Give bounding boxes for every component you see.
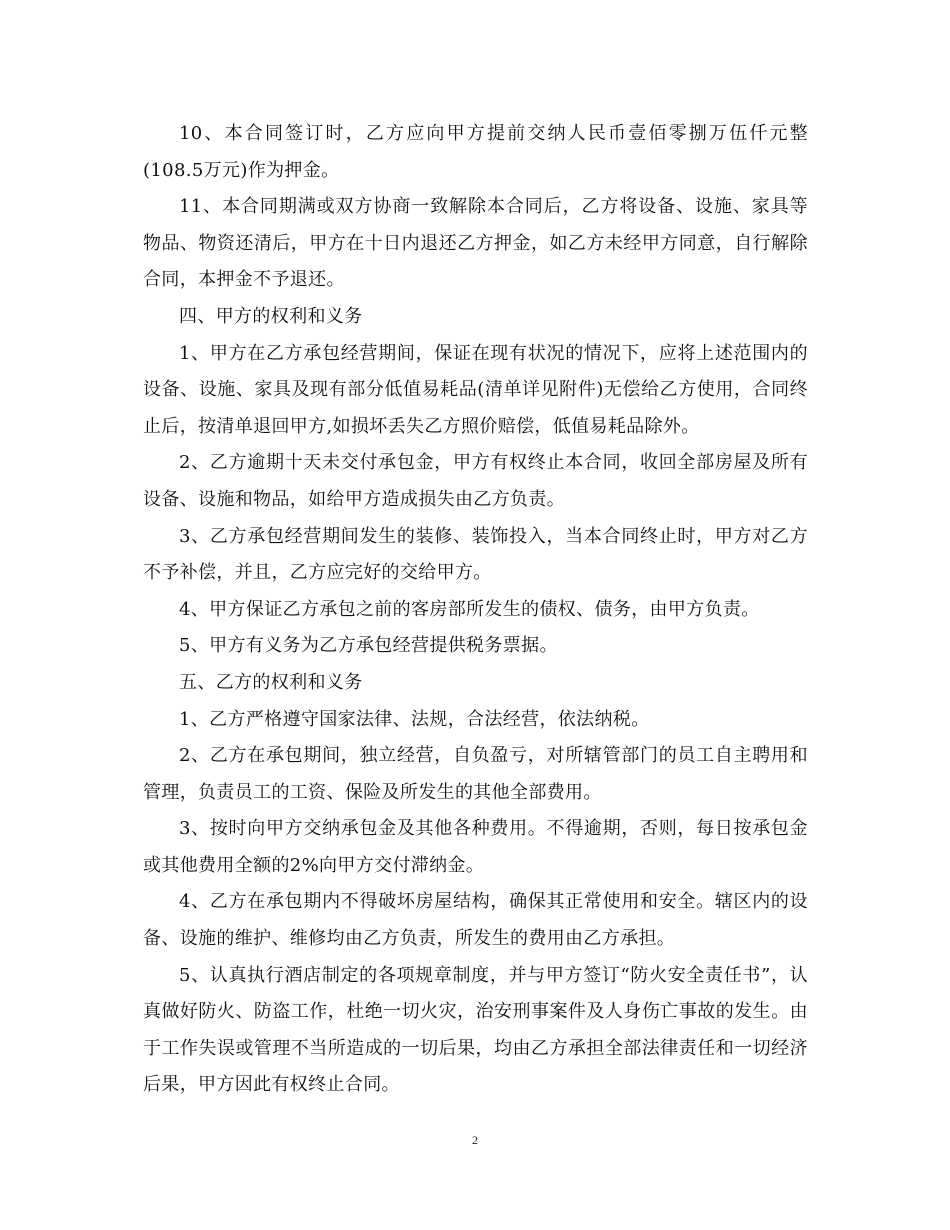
section-heading-party-b: 五、乙方的权利和义务 (179, 671, 363, 693)
paragraph-deposit-amount: 10、本合同签订时，乙方应向甲方提前交纳人民币壹佰零捌万伍仟元整(108.5万元)作为押金。 (143, 123, 808, 181)
paragraph-party-b-item-1: 1、乙方严格遵守国家法律、法规，合法经营，依法纳税。 (179, 708, 650, 730)
paragraph-party-a-item-1: 1、甲方在乙方承包经营期间，保证在现有状况的情况下，应将上述范围内的设备、设施、家具及现有部分低值易耗品(清单详见附件)无偿给乙方使用，合同终止后，按清单退回甲方,如损坏丢失乙方照价赔偿，低值易耗品除外。 (143, 342, 808, 437)
paragraph-party-a-item-3: 3、乙方承包经营期间发生的装修、装饰投入，当本合同终止时，甲方对乙方不予补偿，并且，乙方应完好的交给甲方。 (143, 525, 808, 584)
paragraph-deposit-refund: 11、本合同期满或双方协商一致解除本合同后，乙方将设备、设施、家具等物品、物资还清后，甲方在十日内退还乙方押金，如乙方未经甲方同意，自行解除合同，本押金不予退还。 (143, 196, 808, 291)
paragraph-party-b-item-4: 4、乙方在承包期内不得破坏房屋结构，确保其正常使用和安全。辖区内的设备、设施的维护、维修均由乙方负责，所发生的费用由乙方承担。 (143, 891, 808, 950)
paragraph-party-a-item-4: 4、甲方保证乙方承包之前的客房部所发生的债权、债务，由甲方负责。 (179, 598, 760, 620)
paragraph-party-b-item-5: 5、认真执行酒店制定的各项规章制度，并与甲方签订“防火安全责任书”，认真做好防火、防盗工作，杜绝一切火灾，治安刑事案件及人身伤亡事故的发生。由于工作失误或管理不当所造成的一切后果，均由乙方承担全部法律责任和一切经济后果，甲方因此有权终止合同。 (143, 964, 808, 1096)
page-number: 2 (472, 1133, 478, 1147)
paragraph-party-b-item-2: 2、乙方在承包期间，独立经营，自负盈亏，对所辖管部门的员工自主聘用和管理，负责员工的工资、保险及所发生的其他全部费用。 (143, 745, 808, 803)
document-body (143, 116, 808, 1104)
paragraph-party-b-item-3: 3、按时向甲方交纳承包金及其他各种费用。不得逾期，否则，每日按承包金或其他费用全额的2%向甲方交付滞纳金。 (143, 818, 808, 876)
paragraph-party-a-item-2: 2、乙方逾期十天未交付承包金，甲方有权终止本合同，收回全部房屋及所有设备、设施和物品，如给甲方造成损失由乙方负责。 (143, 452, 808, 510)
paragraph-party-a-item-5: 5、甲方有义务为乙方承包经营提供税务票据。 (179, 635, 558, 657)
section-heading-party-a: 四、甲方的权利和义务 (179, 305, 363, 327)
